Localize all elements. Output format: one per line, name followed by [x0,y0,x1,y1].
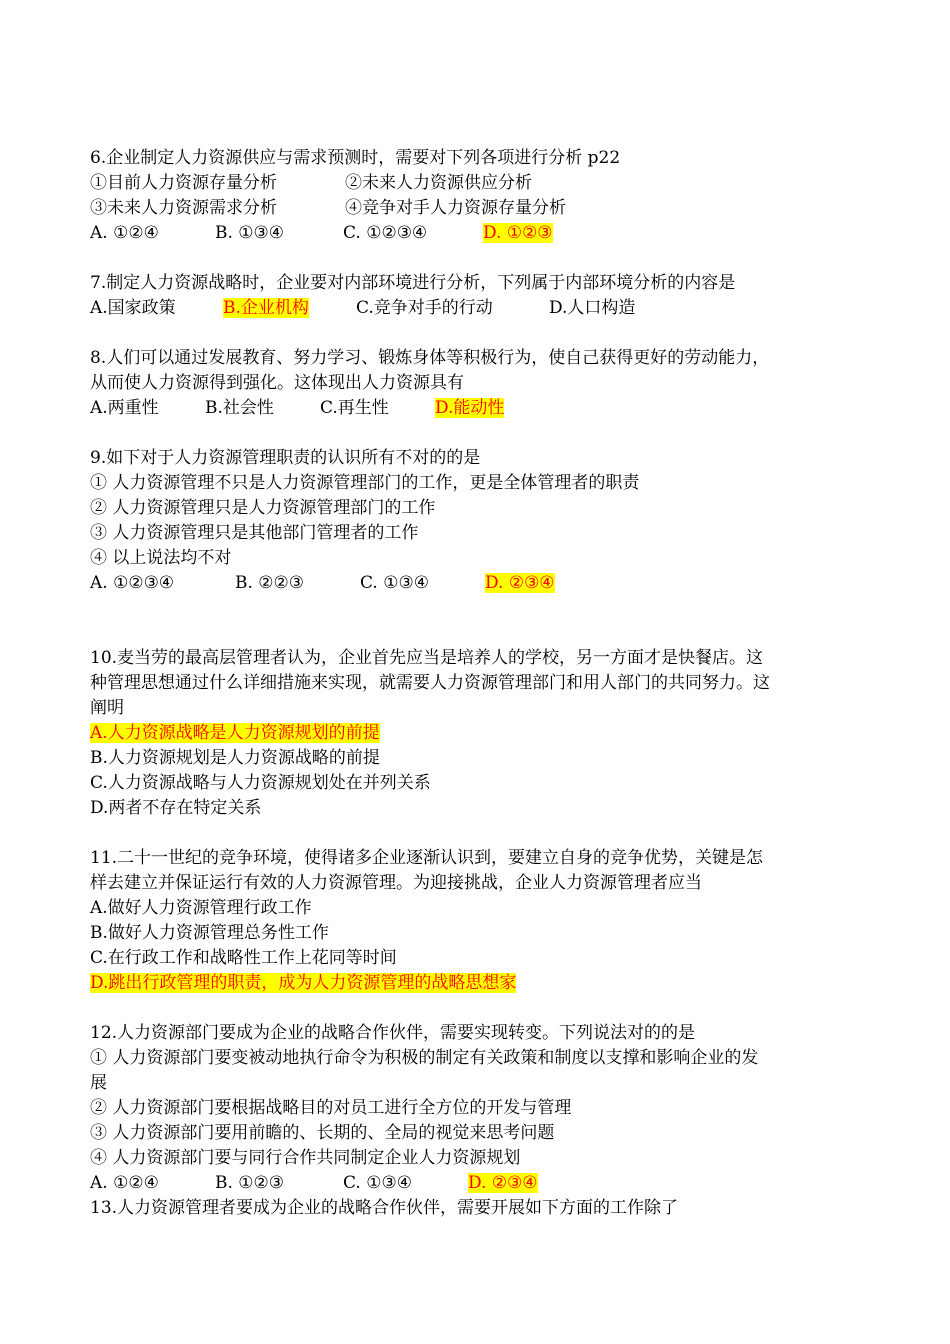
item: ④ 人力资源部门要与同行合作共同制定企业人力资源规划 [90,1148,521,1168]
option-a: A. ①②④ [90,223,159,243]
question-stem: 种管理思想通过什么详细措施来实现，就需要人力资源管理部门和用人部门的共同努力。这 [90,673,770,693]
option-b: B.做好人力资源管理总务性工作 [90,923,329,943]
question-12 [90,1021,870,1196]
item: ③ 人力资源管理只是其他部门管理者的工作 [90,523,419,543]
option-d-answer: D. ②③④ [468,1173,538,1193]
option-b: B.人力资源规划是人力资源战略的前提 [90,748,380,768]
option-c: C.竞争对手的行动 [356,298,493,318]
item: ④竞争对手人力资源存量分析 [345,198,566,218]
option-d-answer: D.跳出行政管理的职责，成为人力资源管理的战略思想家 [90,973,517,993]
question-stem: 9.如下对于人力资源管理职责的认识所有不对的的是 [90,448,481,468]
question-stem: 6.企业制定人力资源供应与需求预测时，需要对下列各项进行分析 p22 [90,148,621,168]
option-a: A.两重性 [90,398,159,418]
item: 展 [90,1073,107,1093]
option-d-answer: D. ②③④ [485,573,555,593]
question-7 [90,271,870,321]
option-c: C.在行政工作和战略性工作上花同等时间 [90,948,397,968]
question-9 [90,446,870,596]
question-stem: 13.人力资源管理者要成为企业的战略合作伙伴，需要开展如下方面的工作除了 [90,1198,679,1218]
question-stem: 从而使人力资源得到强化。这体现出人力资源具有 [90,373,464,393]
item: ③ 人力资源部门要用前瞻的、长期的、全局的视觉来思考问题 [90,1123,555,1143]
option-c: C. ①③④ [360,573,429,593]
question-11 [90,846,870,996]
option-c: C. ①③④ [343,1173,412,1193]
question-10 [90,646,870,821]
item: ② 人力资源管理只是人力资源管理部门的工作 [90,498,436,518]
option-b: B. ②②③ [235,573,305,593]
question-stem: 8.人们可以通过发展教育、努力学习、锻炼身体等积极行为，使自己获得更好的劳动能力， [90,348,770,368]
question-stem: 阐明 [90,698,124,718]
question-stem: 7.制定人力资源战略时，企业要对内部环境进行分析，下列属于内部环境分析的内容是 [90,273,736,293]
option-a: A.做好人力资源管理行政工作 [90,898,312,918]
question-stem: 10.麦当劳的最高层管理者认为，企业首先应当是培养人的学校，另一方面才是快餐店。这 [90,648,764,668]
option-d: D.人口构造 [549,298,636,318]
option-d: D.两者不存在特定关系 [90,798,262,818]
question-6 [90,146,870,246]
item: ① 人力资源部门要变被动地执行命令为积极的制定有关政策和制度以支撑和影响企业的发 [90,1048,759,1068]
item: ② 人力资源部门要根据战略目的对员工进行全方位的开发与管理 [90,1098,572,1118]
item: ①目前人力资源存量分析 [90,173,277,193]
option-b: B.社会性 [205,398,274,418]
item: ③未来人力资源需求分析 [90,198,277,218]
option-d-answer: D.能动性 [435,398,505,418]
option-a-answer: A.人力资源战略是人力资源规划的前提 [90,723,380,743]
item: ②未来人力资源供应分析 [345,173,532,193]
question-stem: 样去建立并保证运行有效的人力资源管理。为迎接挑战，企业人力资源管理者应当 [90,873,702,893]
option-b-answer: B.企业机构 [223,298,309,318]
option-b: B. ①②③ [215,1173,285,1193]
question-8 [90,346,870,421]
option-a: A. ①②③④ [90,573,175,593]
option-b: B. ①③④ [215,223,285,243]
document-page [90,146,870,1221]
option-c: C. ①②③④ [343,223,428,243]
question-13 [90,1196,870,1221]
option-a: A. ①②④ [90,1173,159,1193]
item: ④ 以上说法均不对 [90,548,232,568]
question-stem: 12.人力资源部门要成为企业的战略合作伙伴，需要实现转变。下列说法对的的是 [90,1023,696,1043]
question-stem: 11.二十一世纪的竞争环境，使得诸多企业逐渐认识到，要建立自身的竞争优势，关键是怎 [90,848,764,868]
option-c: C.再生性 [320,398,389,418]
option-a: A.国家政策 [90,298,176,318]
option-d-answer: D. ①②③ [483,223,553,243]
option-c: C.人力资源战略与人力资源规划处在并列关系 [90,773,431,793]
item: ① 人力资源管理不只是人力资源管理部门的工作，更是全体管理者的职责 [90,473,640,493]
